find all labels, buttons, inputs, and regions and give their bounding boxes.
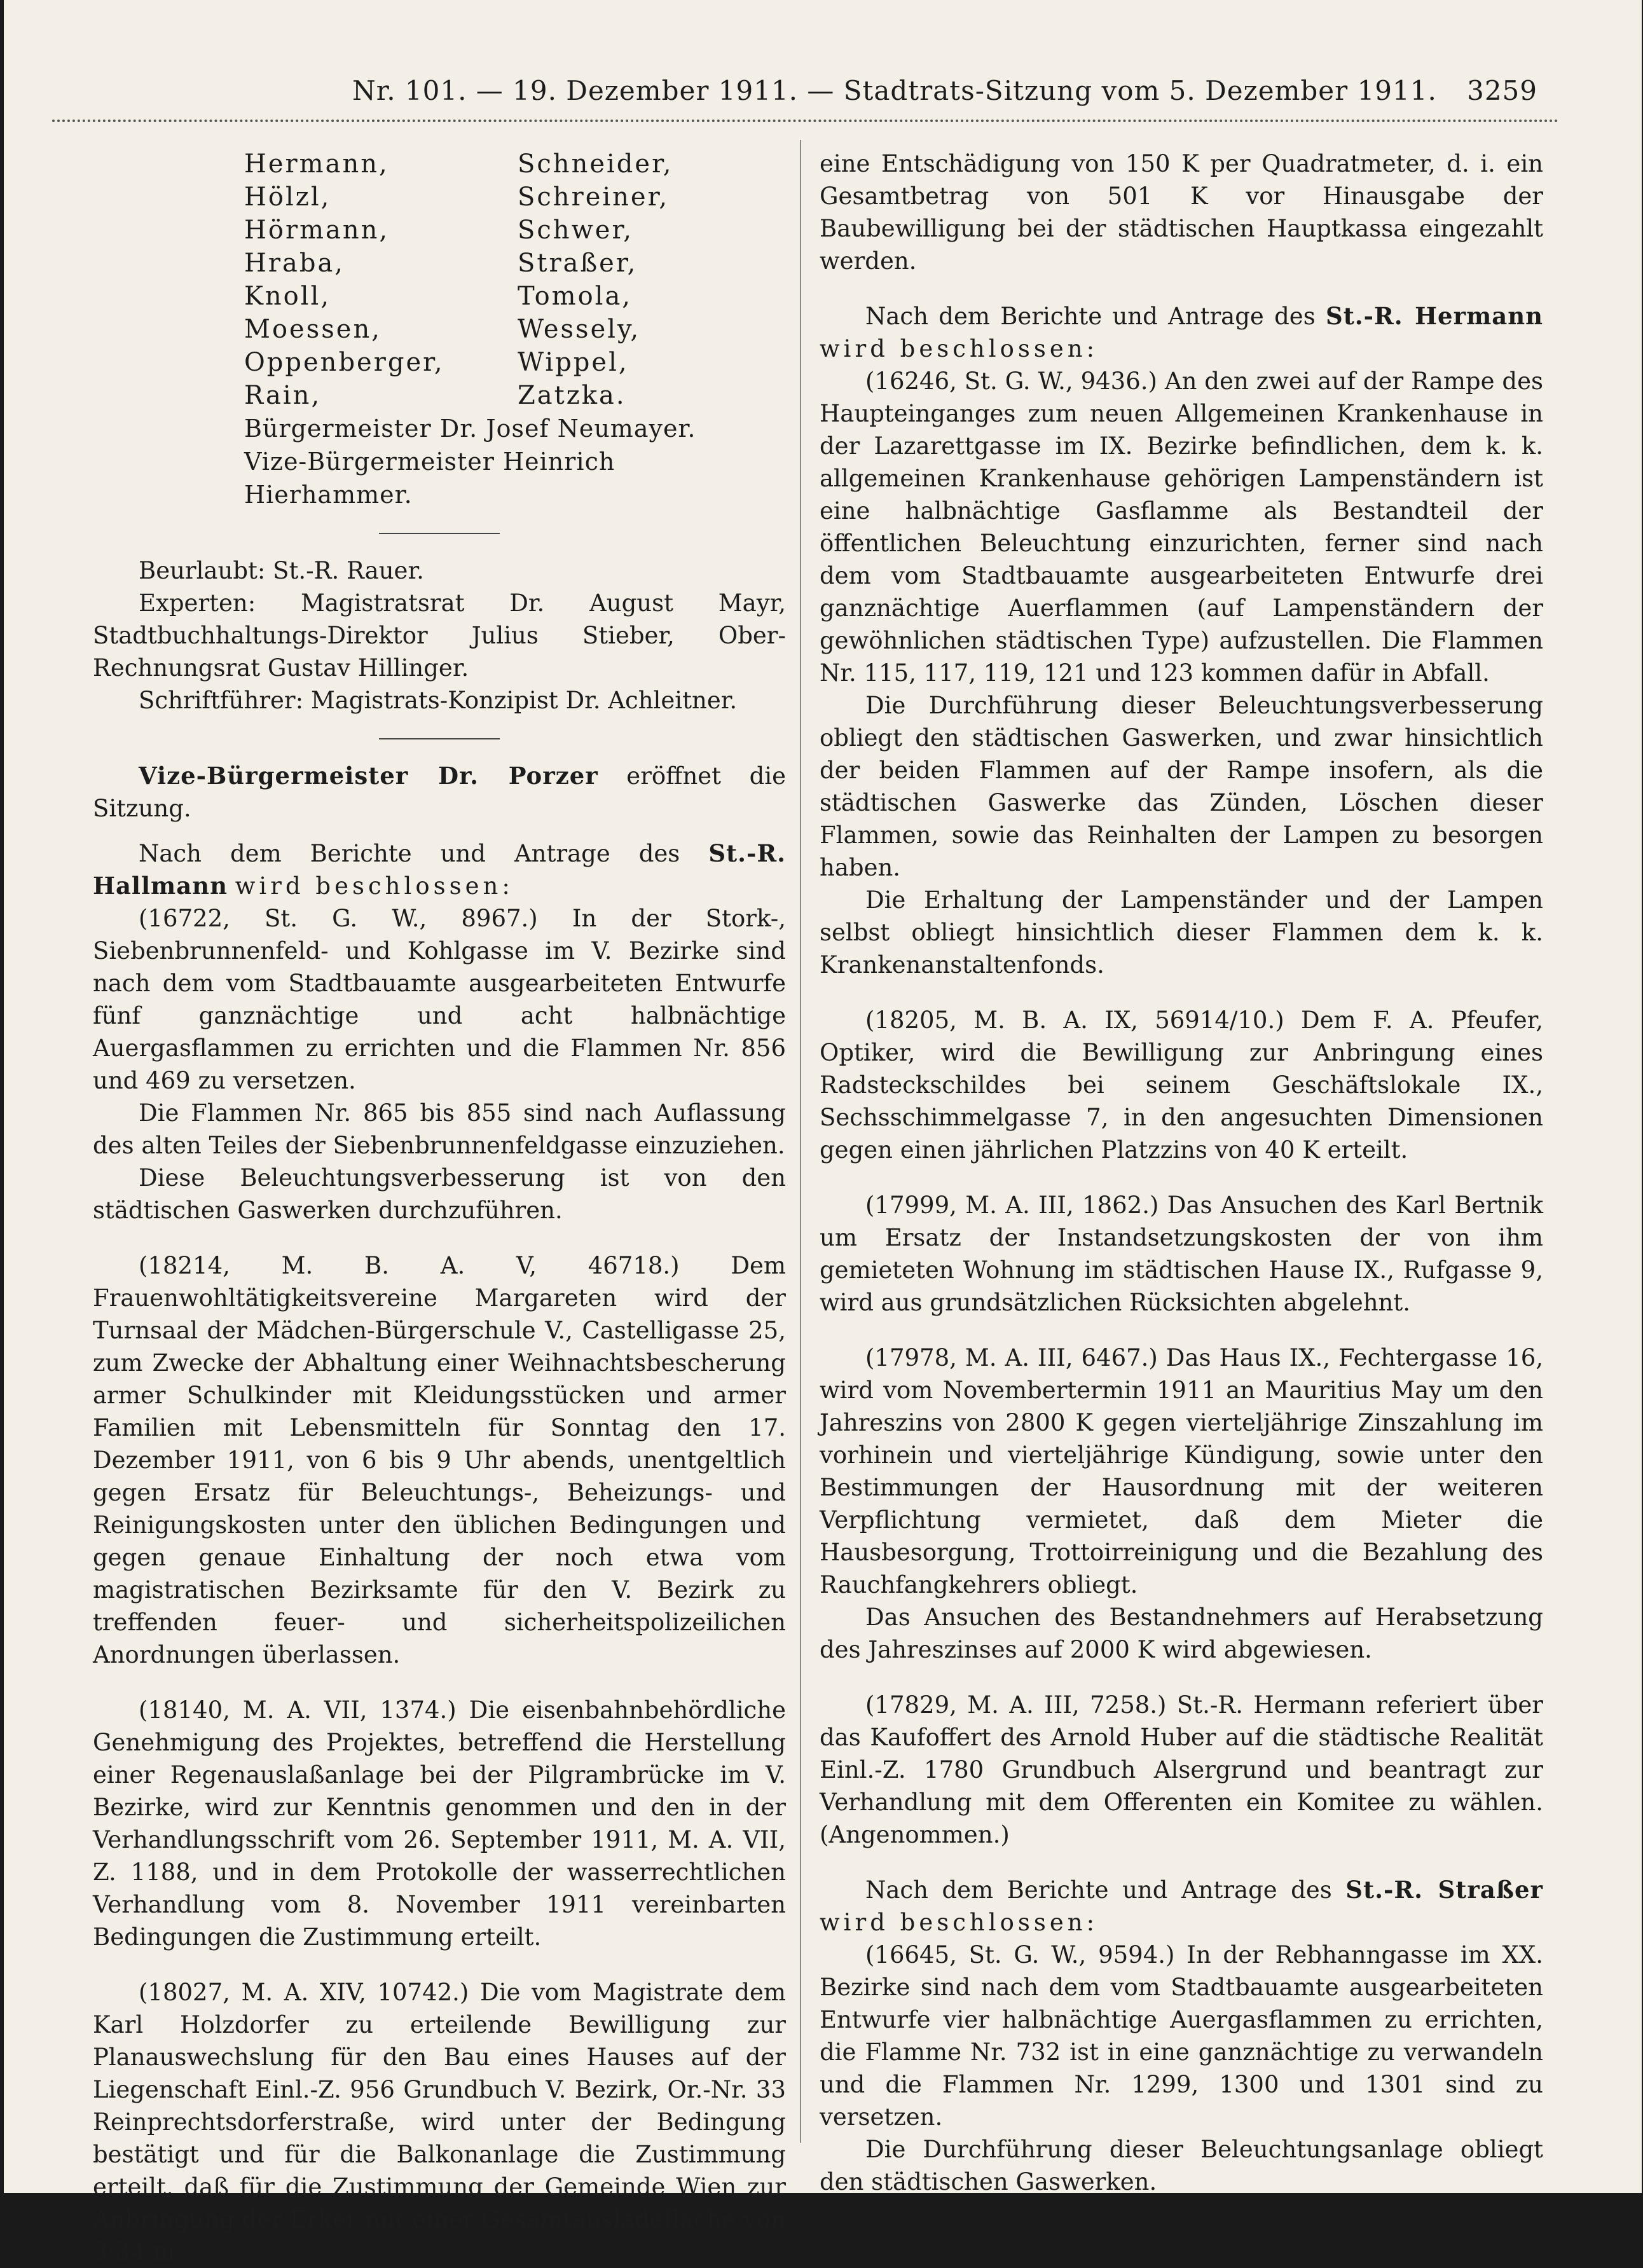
member-name: Hraba,: [244, 249, 345, 278]
member-name: Oppenberger,: [244, 348, 444, 377]
member-name: Rain,: [244, 381, 322, 410]
paragraph: Die Erhaltung der Lampenständer und der Lampen selbst obliegt hinsichtlich dieser Flammen dem k. k. Krankenanstaltenfonds.: [820, 886, 1543, 979]
intro-suffix: wird beschlossen:: [235, 872, 514, 900]
intro-prefix: Nach dem Berichte und Antrage des: [139, 840, 680, 867]
member-name: Schneider,: [518, 149, 673, 179]
councillor-name: St.-R. Hermann: [1325, 302, 1543, 330]
secretary: Schriftführer: Magistrats-Konzipist Dr. Achleitner.: [139, 687, 738, 714]
opening-heading: Vize-Bürgermeister Dr. Porzer: [139, 762, 598, 790]
member-name: Tomola,: [518, 282, 633, 311]
intro-prefix: Nach dem Berichte und Antrage des: [865, 303, 1316, 330]
paragraph: (17978, M. A. III, 6467.) Das Haus IX., Fechtergasse 16, wird vom Novembertermin 1911 an Mauritius May um den Jahreszins von 2800 K gegen vierteljährige Zinszahlung im vorhinein und vierteljährige Kündigung, sowie unter den Bestimmungen der Hausordnung mit der weiteren Verpflichtung vermietet, daß dem Mieter die Hausbesorgung, Trottoirreinigung und die Bezahlung des Rauchfangkehrers obliegt.: [820, 1344, 1543, 1598]
document-page: [4, 0, 1642, 2265]
intro-suffix: wird beschlossen:: [820, 1909, 1099, 1936]
header-rule: [52, 120, 1559, 122]
paragraph: (18140, M. A. VII, 1374.) Die eisenbahnbehördliche Genehmigung des Projektes, betreffend die Herstellung einer Regenauslaßanlage bei der Pilgrambrücke im V. Bezirke, wird zur Kenntnis genommen und den in der Verhandlungsschrift vom 26. September 1911, M. A. VII, Z. 1188, und in dem Protokolle der wasserrechtlichen Verhandlung vom 8. November 1911 vereinbarten Bedingungen die Zustimmung erteilt.: [93, 1696, 786, 1951]
left-column: [93, 148, 786, 2268]
member-name: Moessen,: [244, 315, 382, 344]
paragraph: (17829, M. A. III, 7258.) St.-R. Hermann referiert über das Kaufoffert des Arnold Huber auf die städtische Realität Einl.-Z. 1780 Grundbuch Alsergrund und beantragt zur Verhandlung mit dem Offerenten ein Komitee zu wählen. (Angenommen.): [820, 1691, 1543, 1848]
section-rule: [379, 533, 500, 534]
paragraph: (18027, M. A. XIV, 10742.) Die vom Magistrate dem Karl Holzdorfer zu erteilende Bewilligung zur Planauswechslung für den Bau eines Hauses auf der Liegenschaft Einl.-Z. 956 Grundbuch V. Bezirk, Or.-Nr. 33 Reinprechtsdorferstraße, wird unter der Bedingung bestätigt und für die Balkonanlage die Zustimmung erteilt, daß für die Zustimmung der Gemeinde Wien zur Anbringung der Erker mit einer Gesamtausladefläche von 3·34 m²: [93, 1979, 786, 2265]
paragraph: eine Entschädigung von 150 K per Quadratmeter, d. i. ein Gesamtbetrag von 501 K vor Hinausgabe der Baubewilligung bei der städtischen Hauptkassa eingezahlt werden.: [820, 150, 1543, 275]
paragraph: Die Durchführung dieser Beleuchtungsanlage obliegt den städtischen Gaswerken.: [820, 2136, 1543, 2196]
paragraph: Die Flammen Nr. 865 bis 855 sind nach Auflassung des alten Teiles der Siebenbrunnenfeldgasse einzuziehen.: [93, 1099, 786, 1159]
member-name: Wessely,: [518, 315, 641, 344]
councillor-name: St.-R. Straßer: [1345, 1876, 1543, 1904]
intro-suffix: wird beschlossen:: [820, 335, 1099, 362]
member-name: Hermann,: [244, 149, 389, 179]
paragraph: (16722, St. G. W., 8967.) In der Stork-, Siebenbrunnenfeld- und Kohlgasse im V. Bezirke sind nach dem vom Stadtbauamte ausgearbeiteten Entwurfe fünf ganznächtige und acht halbnächtige Auergasflammen zu errichten und die Flammen Nr. 856 und 469 zu versetzen.: [93, 905, 786, 1094]
member-name: Hörmann,: [244, 216, 390, 245]
opening-line: [93, 760, 786, 825]
paragraph: (17999, M. A. III, 1862.) Das Ansuchen des Karl Bertnik um Ersatz der Instandsetzungskosten der von ihm gemieteten Wohnung im städtischen Hause IX., Rufgasse 9, wird aus grundsätzlichen Rücksichten abgelehnt.: [820, 1192, 1543, 1316]
resolution-intro: [820, 1874, 1543, 1939]
right-column: [820, 148, 1543, 2198]
paragraph: Die Durchführung dieser Beleuchtungsverbesserung obliegt den städtischen Gaswerken, und zwar hinsichtlich der beiden Flammen auf der Rampe insofern, als die städtischen Gaswerke das Zünden, Löschen dieser Flammen, sowie das Reinhalten der Lampen zu besorgen haben.: [820, 692, 1543, 881]
member-list: [244, 148, 786, 412]
page-number: 3259: [1467, 75, 1537, 106]
member-name: Hölzl,: [244, 182, 331, 212]
councillor-name: St.-R. Hallmann: [93, 839, 786, 900]
header-text: Nr. 101. — 19. Dezember 1911. — Stadtrats-Sitzung vom 5. Dezember 1911.: [352, 75, 1437, 106]
vice-mayor-line: Vize-Bürgermeister Heinrich Hierhammer.: [244, 448, 615, 509]
page-header: [4, 75, 1642, 113]
mayor-line: Bürgermeister Dr. Josef Neumayer.: [244, 415, 696, 443]
paragraph: (18214, M. B. A. V, 46718.) Dem Frauenwohltätigkeitsvereine Margareten wird der Turnsaal der Mädchen-Bürgerschule V., Castelligasse 25, zum Zwecke der Abhaltung einer Weihnachtsbescherung armer Schulkinder mit Kleidungsstücken und armer Familien mit Lebensmitteln für Sonntag den 17. Dezember 1911, von 6 bis 9 Uhr abends, unentgeltlich gegen Ersatz für Beleuchtungs-, Beheizungs- und Reinigungskosten unter den üblichen Bedingungen und gegen genaue Einhaltung der noch etwa vom magistratischen Bezirksamte für den V. Bezirk zu treffenden feuer- und sicherheitspolizeilichen Anordnungen überlassen.: [93, 1252, 786, 1668]
resolution-intro: [820, 300, 1543, 365]
member-name: Schwer,: [518, 216, 633, 245]
section-rule: [379, 738, 500, 739]
paragraph: (16246, St. G. W., 9436.) An den zwei auf der Rampe des Haupteinganges zum neuen Allgemeinen Krankenhause in der Lazarettgasse im IX. Bezirke befindlichen, dem k. k. allgemeinen Krankenhause gehörigen Lampenständern ist eine halbnächtige Gasflamme als Bestandteil der öffentlichen Beleuchtung einzurichten, ferner sind nach dem vom Stadtbauamte ausgearbeiteten Entwurfe drei ganznächtige Auerflammen (auf Lampenständern der gewöhnlichen städtischen Type) aufzustellen. Die Flammen Nr. 115, 117, 119, 121 und 123 kommen dafür in Abfall.: [820, 368, 1543, 687]
paragraph: (18205, M. B. A. IX, 56914/10.) Dem F. A. Pfeufer, Optiker, wird die Bewilligung zur Anbringung eines Radsteckschildes bei seinem Geschäftslokale IX., Sechsschimmelgasse 7, in den angesuchten Dimensionen gegen einen jährlichen Platzzins von 40 K erteilt.: [820, 1007, 1543, 1164]
column-divider: [800, 140, 801, 2143]
paragraph: Das Ansuchen des Bestandnehmers auf Herabsetzung des Jahreszinses auf 2000 K wird abgewiesen.: [820, 1604, 1543, 1663]
member-name: Straßer,: [518, 249, 638, 278]
member-name: Wippel,: [518, 348, 629, 377]
experts: Experten: Magistratsrat Dr. August Mayr, Stadtbuchhaltungs-Direktor Julius Stieber, Ober-Rechnungsrat Gustav Hillinger.: [93, 589, 786, 682]
member-name: Knoll,: [244, 282, 331, 311]
member-name: Schreiner,: [518, 182, 670, 212]
resolution-intro: [93, 837, 786, 902]
member-name: Zatzka.: [518, 381, 626, 410]
paragraph: (16645, St. G. W., 9594.) In der Rebhanngasse im XX. Bezirke sind nach dem vom Stadtbauamte ausgearbeiteten Entwurfe vier halbnächtige Auergasflammen zu errichten, die Flamme Nr. 732 ist in eine ganznächtige zu verwandeln und die Flammen Nr. 1299, 1300 und 1301 sind zu versetzen.: [820, 1941, 1543, 2131]
paragraph: Diese Beleuchtungsverbesserung ist von den städtischen Gaswerken durchzuführen.: [93, 1164, 786, 1224]
opening-rest: eröffnet die Sitzung.: [93, 762, 786, 822]
on-leave: Beurlaubt: St.-R. Rauer.: [139, 557, 424, 584]
intro-prefix: Nach dem Berichte und Antrage des: [865, 1876, 1332, 1904]
